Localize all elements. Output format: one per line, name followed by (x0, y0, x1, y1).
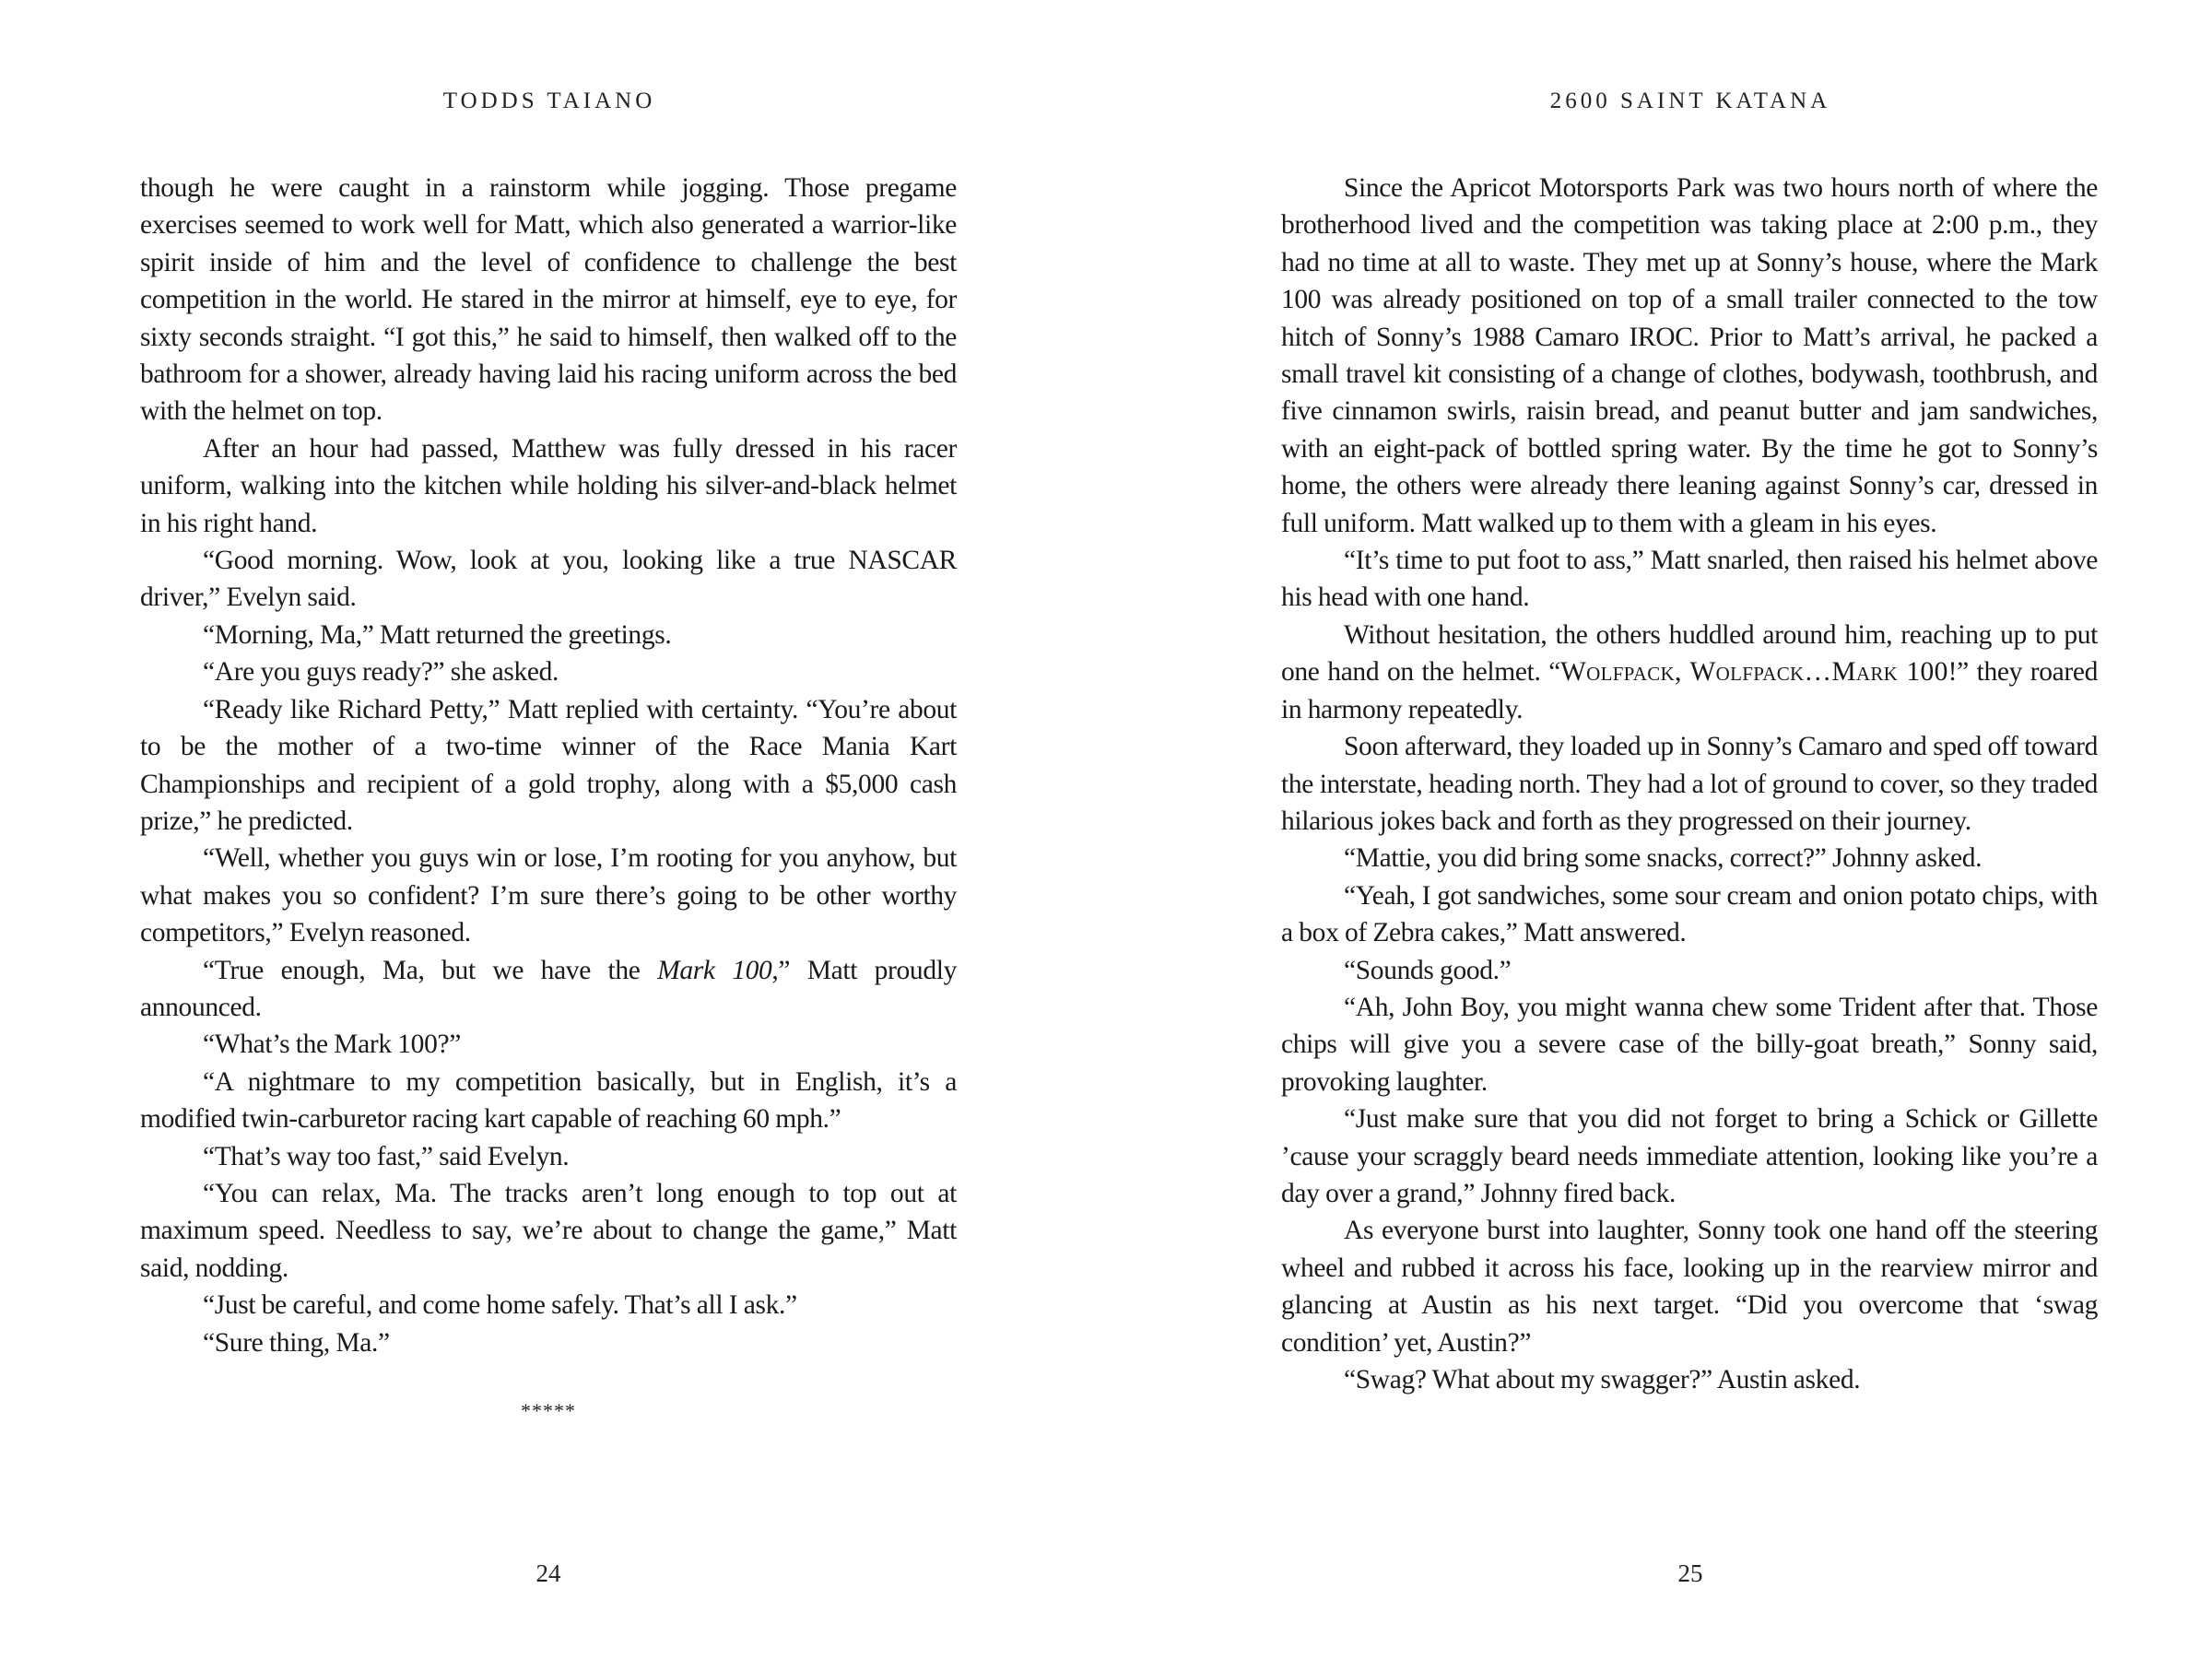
paragraph: After an hour had passed, Matthew was fully dressed in his racer uniform, walking into the kitchen while holding his silver-and-black helmet in his right hand. (140, 433, 957, 538)
page-number: 25 (1677, 1559, 1703, 1587)
paragraph: “Sure thing, Ma.” (203, 1327, 390, 1358)
paragraph: “Well, whether you guys win or lose, I’m rooting for you anyhow, but what makes you so confident? I’m sure there’s going to be other worthy competitors,” Evelyn reasoned. (140, 843, 957, 948)
paragraph: “Yeah, I got sandwiches, some sour cream and onion potato chips, with a box of Zebra cakes,” Matt answered. (1281, 880, 2098, 948)
page-number: 24 (535, 1559, 561, 1587)
paragraph: “A nightmare to my competition basically, but in English, it’s a modified twin-carburetor racing kart capable of reaching 60 mph.” (140, 1066, 957, 1135)
paragraph-text: Without hesitation, the others huddled around him, reaching up to put one hand on the helmet. “ (1281, 619, 2098, 688)
left-page-body (140, 170, 957, 1361)
paragraph: “Sounds good.” (1344, 955, 1512, 985)
paragraph-mark-100 (140, 952, 957, 1027)
paragraph: As everyone burst into laughter, Sonny took one hand off the steering wheel and rubbed it across his face, looking up in the rearview mirror and glancing at Austin as his next target. “Did you overcome that ‘swag condition’ yet, Austin?” (1281, 1216, 2098, 1358)
paragraph: “Ready like Richard Petty,” Matt replied with certainty. “You’re about to be the mother of a two-time winner of the Race Mania Kart Championships and recipient of a gold trophy, along with a $5,000 cash prize,” he predicted. (140, 694, 957, 836)
paragraph-wolfpack-chant (1281, 617, 2098, 728)
paragraph-text: ,” Matt proudly announced. (140, 955, 957, 1022)
paragraph-text: “True enough, Ma, but we have the (203, 955, 658, 985)
paragraph: “Are you guys ready?” she asked. (203, 657, 559, 688)
right-page (1106, 0, 2212, 1659)
paragraph: “What’s the Mark 100?” (203, 1030, 461, 1060)
paragraph: “It’s time to put foot to ass,” Matt snarled, then raised his helmet above his head with one hand. (1281, 546, 2098, 613)
italic-title-mark-100: Mark 100 (657, 955, 772, 985)
paragraph: Soon afterward, they loaded up in Sonny’s Camaro and sped off toward the interstate, heading north. They had a lot of ground to cover, so they traded hilarious jokes back and forth as they progressed on their journey. (1281, 732, 2098, 836)
right-page-body (1281, 170, 2098, 1398)
paragraph: “Just be careful, and come home safely. That’s all I ask.” (203, 1290, 797, 1321)
running-head-author: TODDS TAIANO (442, 88, 656, 113)
section-break-asterisks: ***** (521, 1399, 576, 1422)
paragraph: “That’s way too fast,” said Evelyn. (203, 1141, 570, 1171)
paragraph: “Swag? What about my swagger?” Austin asked. (1344, 1365, 1861, 1394)
paragraph: Since the Apricot Motorsports Park was two hours north of where the brotherhood lived and the competition was taking place at 2:00 p.m., they had no time at all to waste. They met up at Sonny’s house, where the Mark 100 was already positioned on top of a small trailer connected to the tow hitch of Sonny’s 1988 Camaro IROC. Prior to Matt’s arrival, he packed a small travel kit consisting of a change of clothes, bodywash, toothbrush, and five cinnamon swirls, raisin bread, and peanut butter and jam sandwiches, with an eight-pack of bottled spring water. By the time he got to Sonny’s home, the others were already there leaning against Sonny’s car, dressed in full uniform. Matt walked up to them with a gleam in his eyes. (1281, 173, 2098, 538)
paragraph: “Morning, Ma,” Matt returned the greetings. (203, 619, 672, 650)
small-caps-chant: Wolfpack, Wolfpack…Mark 100 (1559, 657, 1948, 688)
running-head-title: 2600 SAINT KATANA (1549, 88, 1831, 113)
paragraph: “You can relax, Ma. The tracks aren’t long enough to top out at maximum speed. Needless to say, we’re about to change the game,” Matt said, nodding. (140, 1178, 957, 1283)
paragraph: “Just make sure that you did not forget to bring a Schick or Gillette ’cause your scraggly beard needs immediate attention, looking like you’re a day over a grand,” Johnny fired back. (1281, 1104, 2098, 1208)
paragraph: “Mattie, you did bring some snacks, correct?” Johnny asked. (1344, 843, 1983, 874)
paragraph: though he were caught in a rainstorm while jogging. Those pregame exercises seemed to work well for Matt, which also generated a warrior-like spirit inside of him and the level of confidence to challenge the best competition in the world. He stared in the mirror at himself, eye to eye, for sixty seconds straight. “I got this,” he said to himself, then walked off to the bathroom for a shower, already having laid his racing uniform across the bed with the helmet on top. (140, 173, 957, 427)
paragraph: “Good morning. Wow, look at you, looking like a true NASCAR driver,” Evelyn said. (140, 546, 957, 613)
paragraph: “Ah, John Boy, you might wanna chew some Trident after that. Those chips will give you a severe case of the billy-goat breath,” Sonny said, provoking laughter. (1281, 992, 2098, 1097)
paragraph-text: !” they roared in harmony repeatedly. (1281, 657, 2098, 724)
